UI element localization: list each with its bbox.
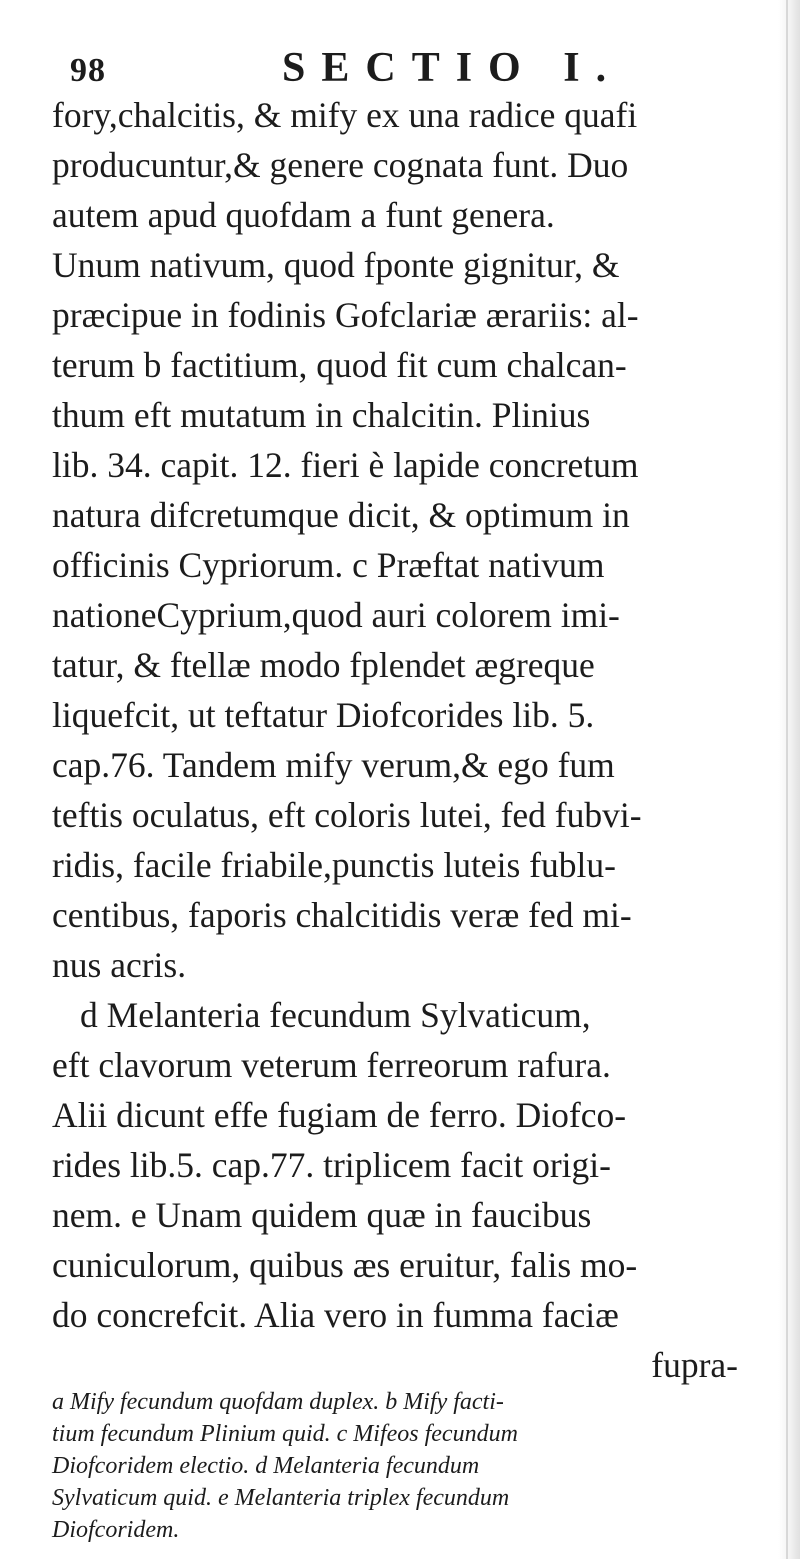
marginal-notes [52,1386,772,1546]
text-line: rides lib.5. cap.77. triplicem facit origi- [52,1145,611,1185]
text-line: thum eft mutatum in chalcitin. Plinius [52,395,591,435]
text-line: Alii dicunt effe fugiam de ferro. Diofco- [52,1095,627,1135]
text-line: eft clavorum veterum ferreorum rafura. [52,1045,611,1085]
text-line: ridis, facile friabile,punctis luteis fublu- [52,845,616,885]
footnote-line: Diofcoridem electio. d Melanteria fecundum [52,1453,480,1479]
text-line: cap.76. Tandem mify verum,& ego fum [52,745,615,785]
catchword: fupra- [651,1345,738,1385]
text-line: lib. 34. capit. 12. fieri è lapide concretum [52,445,639,485]
text-line: do concrefcit. Alia vero in fumma faciæ [52,1295,619,1335]
footnote-line: a Mify fecundum quofdam duplex. b Mify facti- [52,1389,504,1415]
text-line: terum b factitium, quod fit cum chalcan- [52,345,627,385]
text-line: tatur, & ftellæ modo fplendet ægreque [52,645,595,685]
footnote-line: Sylvaticum quid. e Melanteria triplex fecundum [52,1485,510,1511]
text-line: liquefcit, ut teftatur Diofcorides lib. 5. [52,695,595,735]
text-line: autem apud quofdam a funt genera. [52,195,555,235]
text-line: centibus, faporis chalcitidis veræ fed mi- [52,895,632,935]
page-number: 98 [70,52,106,89]
text-line: natura difcretumque dicit, & optimum in [52,495,630,535]
text-line: præcipue in fodinis Gofclariæ ærariis: al- [52,295,639,335]
text-line: teftis oculatus, eft coloris lutei, fed fubvi- [52,795,642,835]
text-line: officinis Cypriorum. c Præftat nativum [52,545,605,585]
footnote-line: tium fecundum Plinium quid. c Mifeos fecundum [52,1421,518,1447]
text-line: Unum nativum, quod fponte gignitur, & [52,245,620,285]
text-line: nem. e Unam quidem quæ in faucibus [52,1195,592,1235]
running-head: SECTIO I. [282,45,623,91]
text-line: nus acris. [52,945,187,985]
text-line: fory,chalcitis, & mify ex una radice quafi [52,95,638,135]
text-line: d Melanteria fecundum Sylvaticum, [80,995,591,1035]
page-edge-line [786,0,788,1559]
text-line: cuniculorum, quibus æs eruitur, falis mo- [52,1245,638,1285]
footnote-line: Diofcoridem. [52,1517,180,1543]
body-text [52,90,782,1390]
text-line: nationeCyprium,quod auri colorem imi- [52,595,620,635]
text-line: producuntur,& genere cognata funt. Duo [52,145,629,185]
